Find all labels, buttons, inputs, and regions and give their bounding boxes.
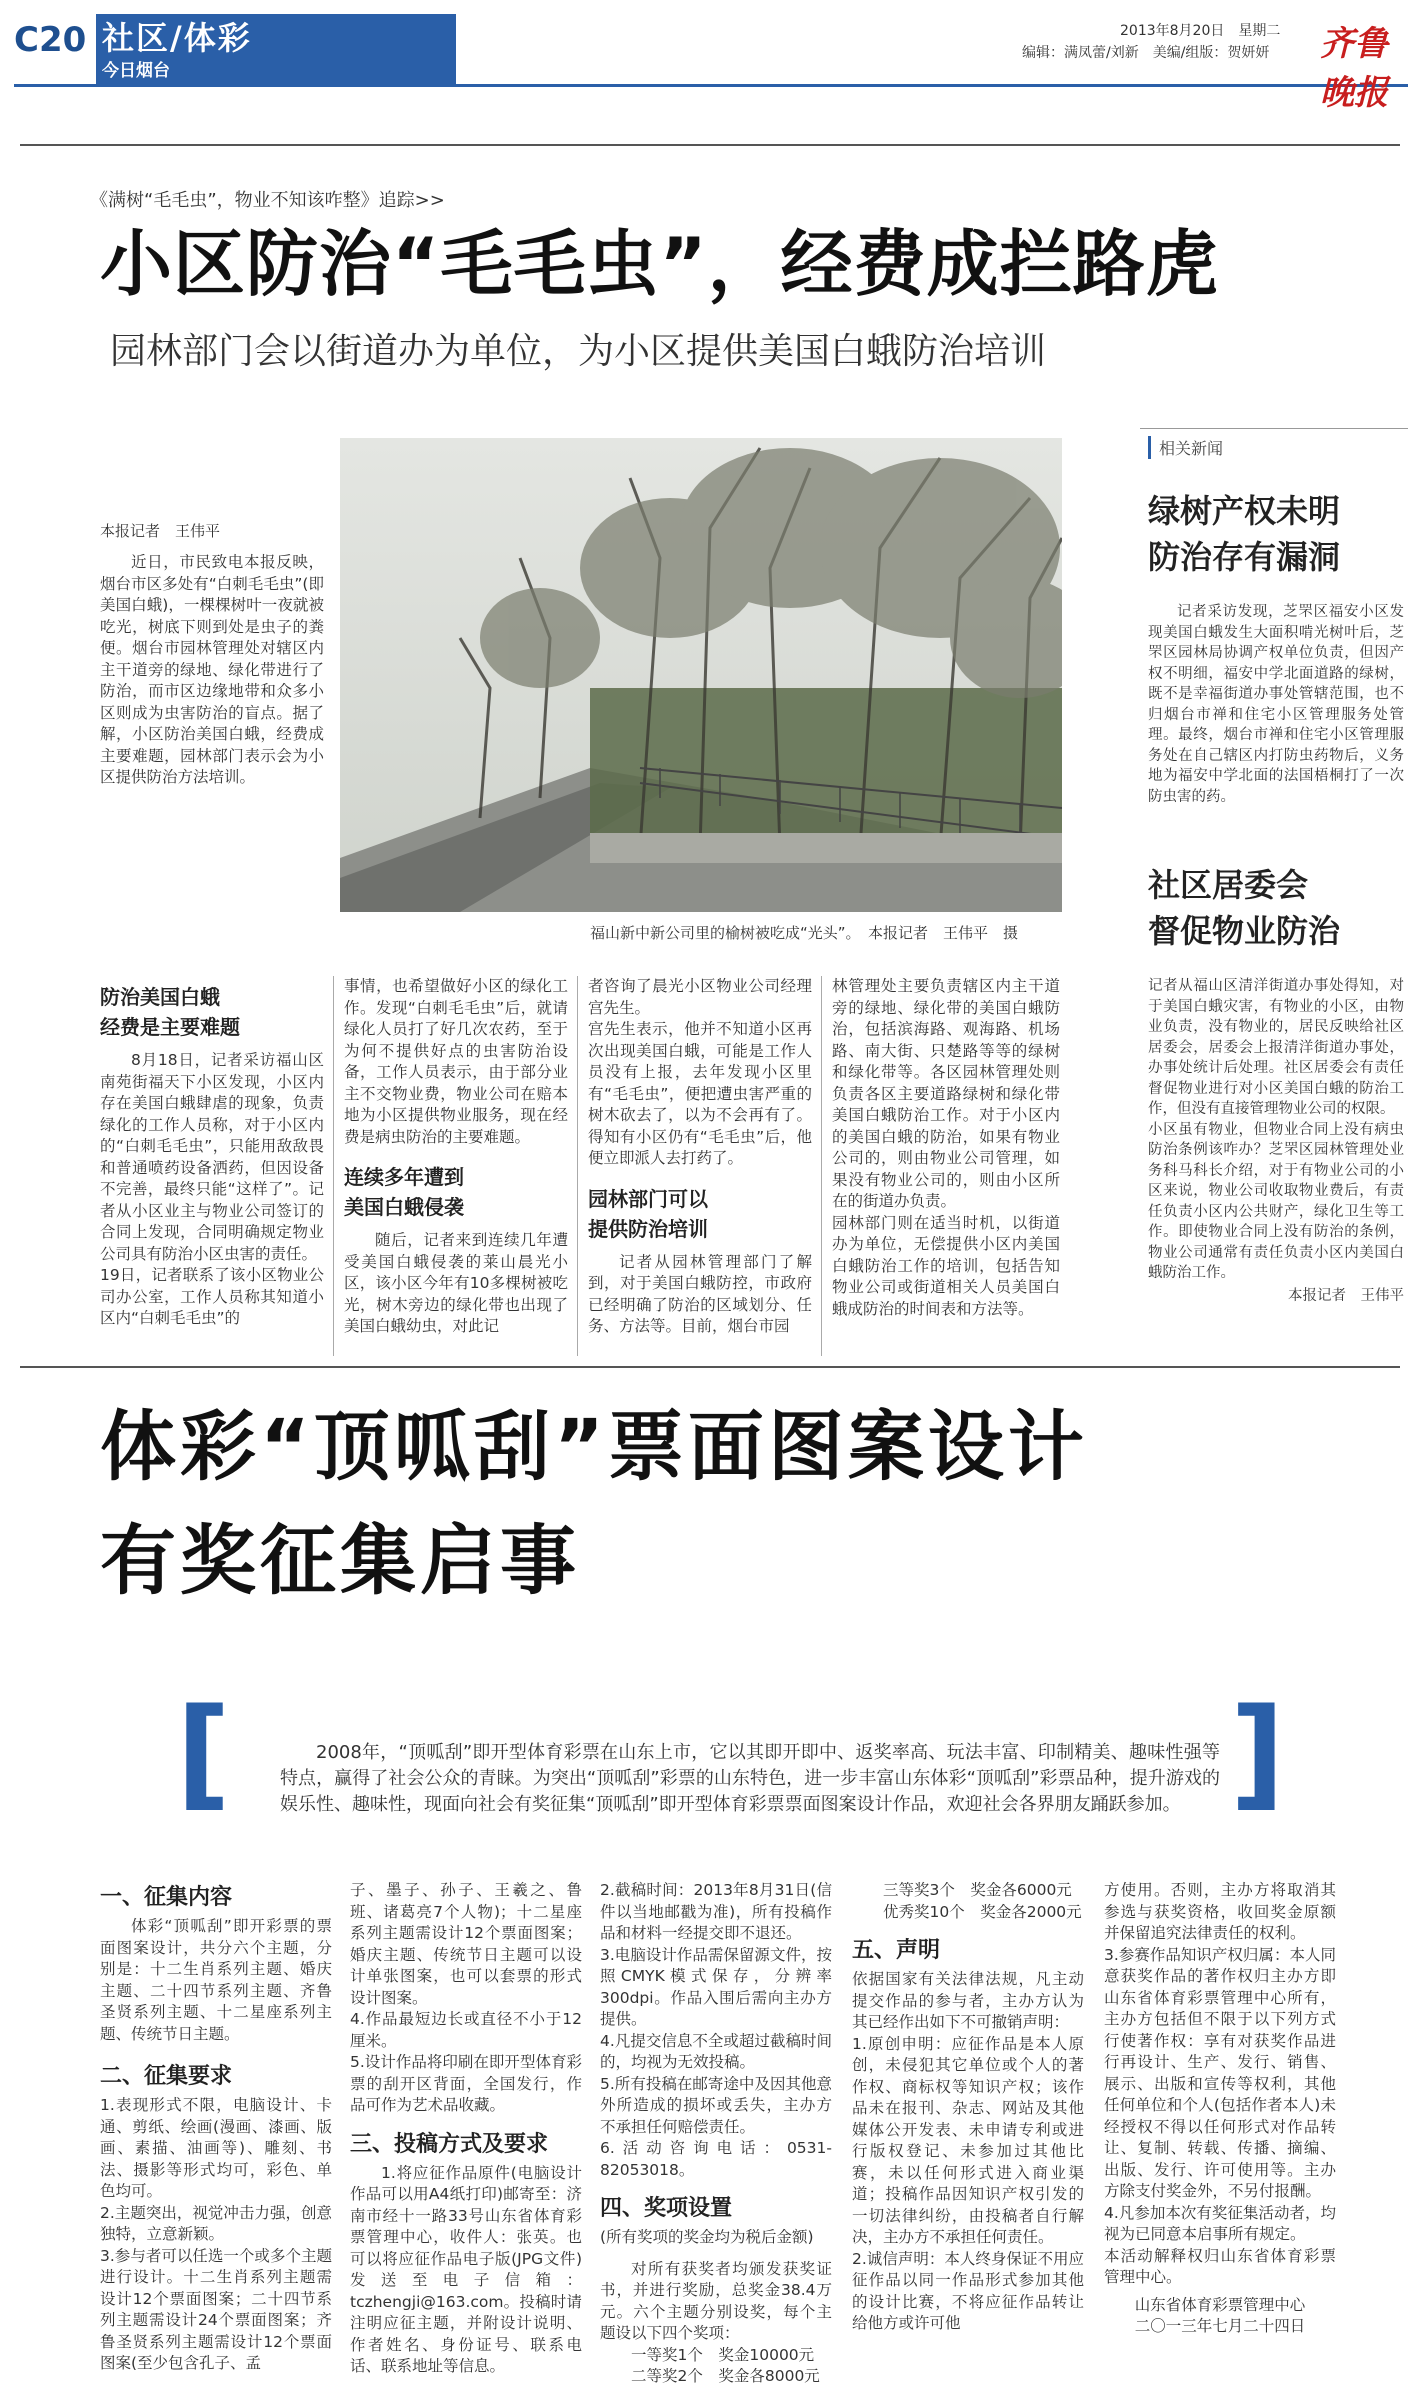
article-column-4: 林管理处主要负责辖区内主干道旁的绿地、绿化带的美国白蛾防治，包括滨海路、观海路、机场路、南大街、只楚路等等的绿树和绿化带等。各区园林管理处则负责各区主要道路绿树和绿化带美国白蛾防治工作。对于小区内的美国白蛾的防治，如果有物业公司的，则由物业公司管理，如果没有物业公司的，则由小区所在的街道办负责。 园林部门则在适当时机，以街道办为单位，无偿提供小区内美国白蛾防治工作的培训，包括告知物业公司或街道相关人员美国白蛾成防治的时间表和方法等。 [832, 977, 1060, 1318]
section-heading-3: 三、投稿方式及要求 [350, 2131, 549, 2157]
section-heading-2: 二、征集要求 [100, 2064, 233, 2089]
section-3-text: 1.将应征作品原件(电脑设计作品可以用A4纸打印)邮寄至：济南市经十一路33号山东省体育彩票管理中心，收件人：张英。也可以将应征作品电子版(JPG文件)发送至电子信箱：tczhengji@163.com。投稿时请注明应征主题，并附设计说明、作者姓名、身份证号、联系电话、联系地址等信息。 [350, 2163, 582, 2375]
section-divider [20, 1366, 1400, 1368]
newspaper-logo: 齐鲁晚报 [1320, 24, 1388, 113]
left-bracket-ornament: [ [176, 1684, 231, 1823]
article-column-3: 者咨询了晨光小区物业公司经理宫先生。 宫先生表示，他并不知道小区再次出现美国白蛾，可能是工作人员没有上报，去年发现小区里有“毛毛虫”，便把遭虫害严重的树木砍去了，以为不会再有了。得知有小区仍有“毛毛虫”后，他便立即派人去打药了。 [588, 977, 812, 1167]
section-heading-1: 一、征集内容 [100, 1885, 233, 1910]
article-byline: 本报记者 王伟平 [100, 522, 221, 540]
article-column-2: 事情，也希望做好小区的绿化工作。发现“白刺毛毛虫”后，就请绿化人员打了好几次农药，至于为何不提供好点的虫害防治设备，工作人员表示，由于部分业主不交物业费，物业公司在赔本地为小区提供物业服务，现在经费是病虫防治的主要难题。 [344, 977, 568, 1146]
article-kicker: 《满树“毛毛虫”，物业不知该咋整》追踪>> [90, 190, 445, 211]
news-photo [340, 438, 1062, 912]
column-divider [577, 976, 578, 1356]
subheading-1b: 经费是主要难题 [100, 1015, 240, 1039]
article-column-3b: 记者从园林管理部门了解到，对于美国白蛾防控，市政府已经明确了防治的区域划分、任务、方法等。目前，烟台市园 [588, 1252, 812, 1335]
article-column-2b: 随后，记者来到连续几年遭受美国白蛾侵袭的莱山晨光小区，该小区今年有10多棵树被吃光，树木旁边的绿化带也出现了美国白蛾幼虫，对此记 [344, 1231, 568, 1335]
subheading-1a: 防治美国白蛾 [100, 985, 220, 1009]
top-divider [20, 144, 1400, 146]
sidebar-headline-1b: 防治存有漏洞 [1148, 538, 1341, 576]
prize-first: 一等奖1个 奖金10000元 [631, 2345, 815, 2364]
sidebar-paragraph-1: 记者采访发现，芝罘区福安小区发现美国白蛾发生大面积啃光树叶后，芝罘区园林局协调产权单位负责，但因产权不明细，福安中学北面道路的绿树，既不是幸福街道办事处管辖范围，也不归烟台市禅和住宅小区管理服务处管理。最终，烟台市禅和住宅小区管理服务处在自己辖区内打防虫药物后，义务地为福安中学北面的法国梧桐打了一次防虫害的药。 [1148, 604, 1404, 805]
right-bracket-ornament: ] [1230, 1684, 1285, 1823]
section-2-continued: 子、墨子、孙子、王羲之、鲁班、诸葛亮7个人物)；十二星座系列主题需设计12个票面图案；婚庆主题、传统节日主题可以设计单张图案，也可以套票的形式设计图案。 4.作品最短边长或直径不小于12厘米。 5.设计作品将印刷在即开型体育彩票的刮开区背面，全国发行，作品可作为艺术品收藏。 [350, 1881, 582, 2114]
related-news-tag: 相关新闻 [1148, 436, 1223, 459]
column-divider [821, 976, 822, 1356]
sidebar-paragraph-2: 记者从福山区清洋街道办事处得知，对于美国白蛾灾害，有物业的小区，由物业负责，没有物业的，居民反映给社区居委会，居委会上报清洋街道办事处，办事处统计后处理。社区居委会有责任督促物业进行对小区美国白蛾的防治工作，但没有直接管理物业公司的权限。 小区虽有物业，但物业合同上没有病虫防治条例该咋办？芝罘区园林管理处业务科马科长介绍，对于有物业公司的小区来说，物业公司收取物业费后，有责任负责小区内公共财产，绿化卫生等工作。即使物业合同上没有防治的条例，物业公司通常有责任负责小区内美国白蛾防治工作。 [1148, 978, 1404, 1281]
section-5-text: 依据国家有关法律法规，凡主动提交作品的参与者，主办方认为其已经作出如下不可撤销声明： 1.原创申明：应征作品是本人原创，未侵犯其它单位或个人的著作权、商标权等知识产权；该作品未在报刊、杂志、网站及其他媒体公开发表、未申请专利或进行版权登记、未参加过其他比赛，未以任何形式进入商业渠道；投稿作品因知识产权引发的一切法律纠纷，由投稿者自行解决，主办方不承担任何责任。 2.诚信声明：本人终身保证不用应征作品以同一作品形式参加其他的设计比赛，不将应征作品转让给他方或许可他 [852, 1970, 1084, 2332]
lottery-headline-line-2: 有奖征集启事 [100, 1516, 580, 1605]
subsection-title: 今日烟台 [102, 61, 170, 81]
sidebar-top-rule [1140, 428, 1408, 429]
sidebar-headline-2b: 督促物业防治 [1148, 912, 1341, 950]
subheading-2b: 美国白蛾侵袭 [344, 1195, 464, 1219]
prize-second: 二等奖2个 奖金各8000元 [631, 2367, 820, 2385]
sidebar-byline: 本报记者 王伟平 [1288, 1287, 1404, 1304]
lottery-headline-line-1: 体彩“顶呱刮”票面图案设计 [100, 1402, 1088, 1491]
issuer-signature: 山东省体育彩票管理中心 [1134, 2295, 1306, 2314]
trees-photo-illustration [340, 438, 1062, 912]
header-rule [14, 84, 1408, 87]
prize-note: (所有奖项的奖金均为税后金额) [600, 2228, 814, 2246]
prize-excellence: 优秀奖10个 奖金各2000元 [883, 1902, 1082, 1921]
issue-sign-date: 二〇一三年七月二十四日 [1134, 2317, 1306, 2335]
section-1-text: 体彩“顶呱刮”即开彩票的票面图案设计，共分六个主题，分别是：十二生肖系列主题、婚庆主题、二十四节系列主题、齐鲁圣贤系列主题、十二星座系列主题、传统节日主题。 [100, 1917, 332, 2043]
section-heading-4: 四、奖项设置 [600, 2196, 733, 2221]
subheading-3a: 园林部门可以 [588, 1186, 708, 1211]
page-number: C20 [14, 20, 87, 60]
section-5-continued: 方使用。否则，主办方将取消其参选与获奖资格，收回奖金原额并保留追究法律责任的权利。 3.参赛作品知识产权归属：本人同意获奖作品的著作权归主办方即山东省体育彩票管理中心所有，主办方包括但不限于以下列方式行使著作权：享有对获奖作品进行再设计、生产、发行、销售、展示、出版和宣传等权利，其他任何单位和个人(包括作者本人)未经授权不得以任何形式对作品转让、复制、转载、传播、摘编、出版、发行、许可使用等。主办方除支付奖金外，不另付报酬。 4.凡参加本次有奖征集活动者，均视为已同意本启事所有规定。 本活动解释权归山东省体育彩票管理中心。 [1104, 1881, 1336, 2286]
section-4-text: 对所有获奖者均颁发获奖证书，并进行奖励，总奖金38.4万元。六个主题分别设奖，每个主题设以下四个奖项： [600, 2259, 832, 2342]
article-headline: 小区防治“毛毛虫”，经费成拦路虎 [100, 222, 1219, 306]
lottery-intro: 2008年，“顶呱刮”即开型体育彩票在山东上市，它以其即开即中、返奖率高、玩法丰富、印制精美、趣味性强等特点，赢得了社会公众的青睐。为突出“顶呱刮”彩票的山东特色，进一步丰富山东体彩“顶呱刮”彩票品种，提升游戏的娱乐性、趣味性，现面向社会有奖征集“顶呱刮”即开型体育彩票票面图案设计作品，欢迎社会各界朋友踊跃参加。 [280, 1742, 1220, 1815]
section-2-text: 1.表现形式不限，电脑设计、卡通、剪纸、绘画(漫画、漆画、版画、素描、油画等)、雕刻、书法、摄影等形式均可，彩色、单色均可。 2.主题突出，视觉冲击力强，创意独特，立意新颖。 3.参与者可以任选一个或多个主题进行设计。十二生肖系列主题需设计12个票面图案；二十四节系列主题需设计24个票面图案；齐鲁圣贤系列主题需设计12个票面图案(至少包含孔子、孟 [100, 2096, 332, 2372]
photo-caption: 福山新中新公司里的榆树被吃成“光头”。 本报记者 王伟平 摄 [590, 924, 1019, 942]
sidebar-headline-2a: 社区居委会 [1148, 866, 1309, 904]
subheading-3b: 提供防治培训 [588, 1216, 708, 1241]
article-subheadline: 园林部门会以街道办为单位，为小区提供美国白蛾防治培训 [110, 331, 1047, 372]
article-lead: 近日，市民致电本报反映，烟台市区多处有“白刺毛毛虫”(即美国白蛾)，一棵棵树叶一夜就被吃光，树底下则到处是虫子的粪便。烟台市园林管理处对辖区内主干道旁的绿地、绿化带进行了防治，而市区边缘地带和众多小区则成为虫害防治的盲点。据了解，小区防治美国白蛾，经费成主要难题，园林部门表示会为小区提供防治方法培训。 [100, 553, 324, 786]
column-divider [333, 976, 334, 1356]
prize-third: 三等奖3个 奖金各6000元 [883, 1881, 1072, 1899]
section-3-continued: 2.截稿时间：2013年8月31日(信件以当地邮戳为准)，所有投稿作品和材料一经提交即不退还。 3.电脑设计作品需保留源文件，按照CMYK模式保存，分辨率300dpi。作品入围后需向主办方提供。 4.凡提交信息不全或超过截稿时间的，均视为无效投稿。 5.所有投稿在邮寄途中及因其他意外所造成的损坏或丢失，主办方不承担任何赔偿责任。 6.活动咨询电话：0531-82053018。 [600, 1881, 832, 2179]
issue-date: 2013年8月20日 星期二 [1120, 23, 1281, 39]
section-title: 社区/体彩 [102, 19, 252, 57]
section-heading-5: 五、声明 [852, 1938, 941, 1963]
sidebar-headline-1a: 绿树产权未明 [1148, 492, 1341, 530]
subheading-2a: 连续多年遭到 [344, 1165, 464, 1189]
editor-credits: 编辑：满凤蕾/刘新 美编/组版：贺妍妍 [1022, 45, 1270, 61]
article-column-1: 8月18日，记者采访福山区南苑街福天下小区发现，小区内存在美国白蛾肆虐的现象，负责绿化的工作人员称，对于小区内的“白刺毛毛虫”，只能用敌敌畏和普通喷药设备洒药，但因设备不完善，最终只能“这样了”。记者从小区业主与物业公司签订的合同上发现，合同明确规定物业公司具有防治小区虫害的责任。 19日，记者联系了该小区物业公司办公室，工作人员称其知道小区内“白刺毛毛虫”的 [100, 1051, 324, 1327]
